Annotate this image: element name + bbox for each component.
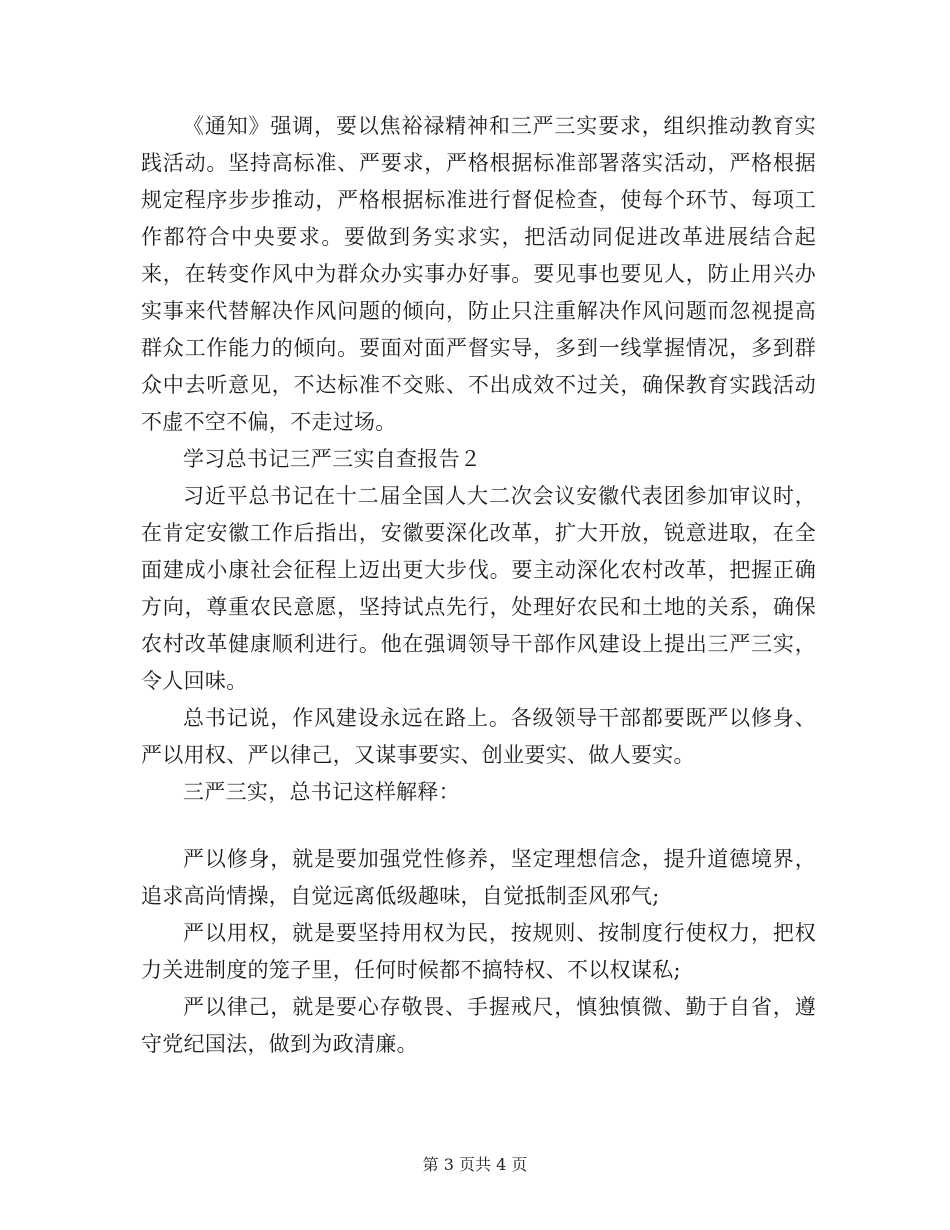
paragraph: 严以修身，就是要加强党性修养，坚定理想信念，提升道德境界，追求高尚情操，自觉远离低级趣味，自觉抵制歪风邪气; [141, 847, 816, 908]
page-number-footer: 第 3 页共 4 页 [422, 1155, 528, 1174]
section-heading: 学习总书记三严三实自查报告２ [183, 447, 482, 471]
paragraph: 严以用权，就是要坚持用权为民，按规则、按制度行使权力，把权力关进制度的笼子里，任何时候都不搞特权、不以权谋私; [141, 921, 816, 982]
document-body [141, 108, 816, 1063]
paragraph: 三严三实，总书记这样解释： [183, 780, 460, 804]
paragraph: 严以律己，就是要心存敬畏、手握戒尺，慎独慎微、勤于自省，遵守党纪国法，做到为政清廉。 [141, 995, 816, 1056]
paragraph-spacer [141, 811, 816, 841]
paragraph: 总书记说，作风建设永远在路上。各级领导干部都要既严以修身、严以用权、严以律己，又谋事要实、创业要实、做人要实。 [141, 706, 816, 767]
paragraph: 习近平总书记在十二届全国人大二次会议安徽代表团参加审议时，在肯定安徽工作后指出，安徽要深化改革，扩大开放，锐意进取，在全面建成小康社会征程上迈出更大步伐。要主动深化农村改革，把握正确方向，尊重农民意愿，坚持试点先行，处理好农民和土地的关系，确保农村改革健康顺利进行。他在强调领导干部作风建设上提出三严三实，令人回味。 [141, 484, 816, 693]
paragraph: 《通知》强调，要以焦裕禄精神和三严三实要求，组织推动教育实践活动。坚持高标准、严要求，严格根据标准部署落实活动，严格根据规定程序步步推动，严格根据标准进行督促检查，使每个环节、每项工作都符合中央要求。要做到务实求实，把活动同促进改革进展结合起来，在转变作风中为群众办实事办好事。要见事也要见人，防止用兴办实事来代替解决作风问题的倾向，防止只注重解决作风问题而忽视提高群众工作能力的倾向。要面对面严督实导，多到一线掌握情况，多到群众中去听意见，不达标准不交账、不出成效不过关，确保教育实践活动不虚不空不偏，不走过场。 [141, 114, 816, 434]
